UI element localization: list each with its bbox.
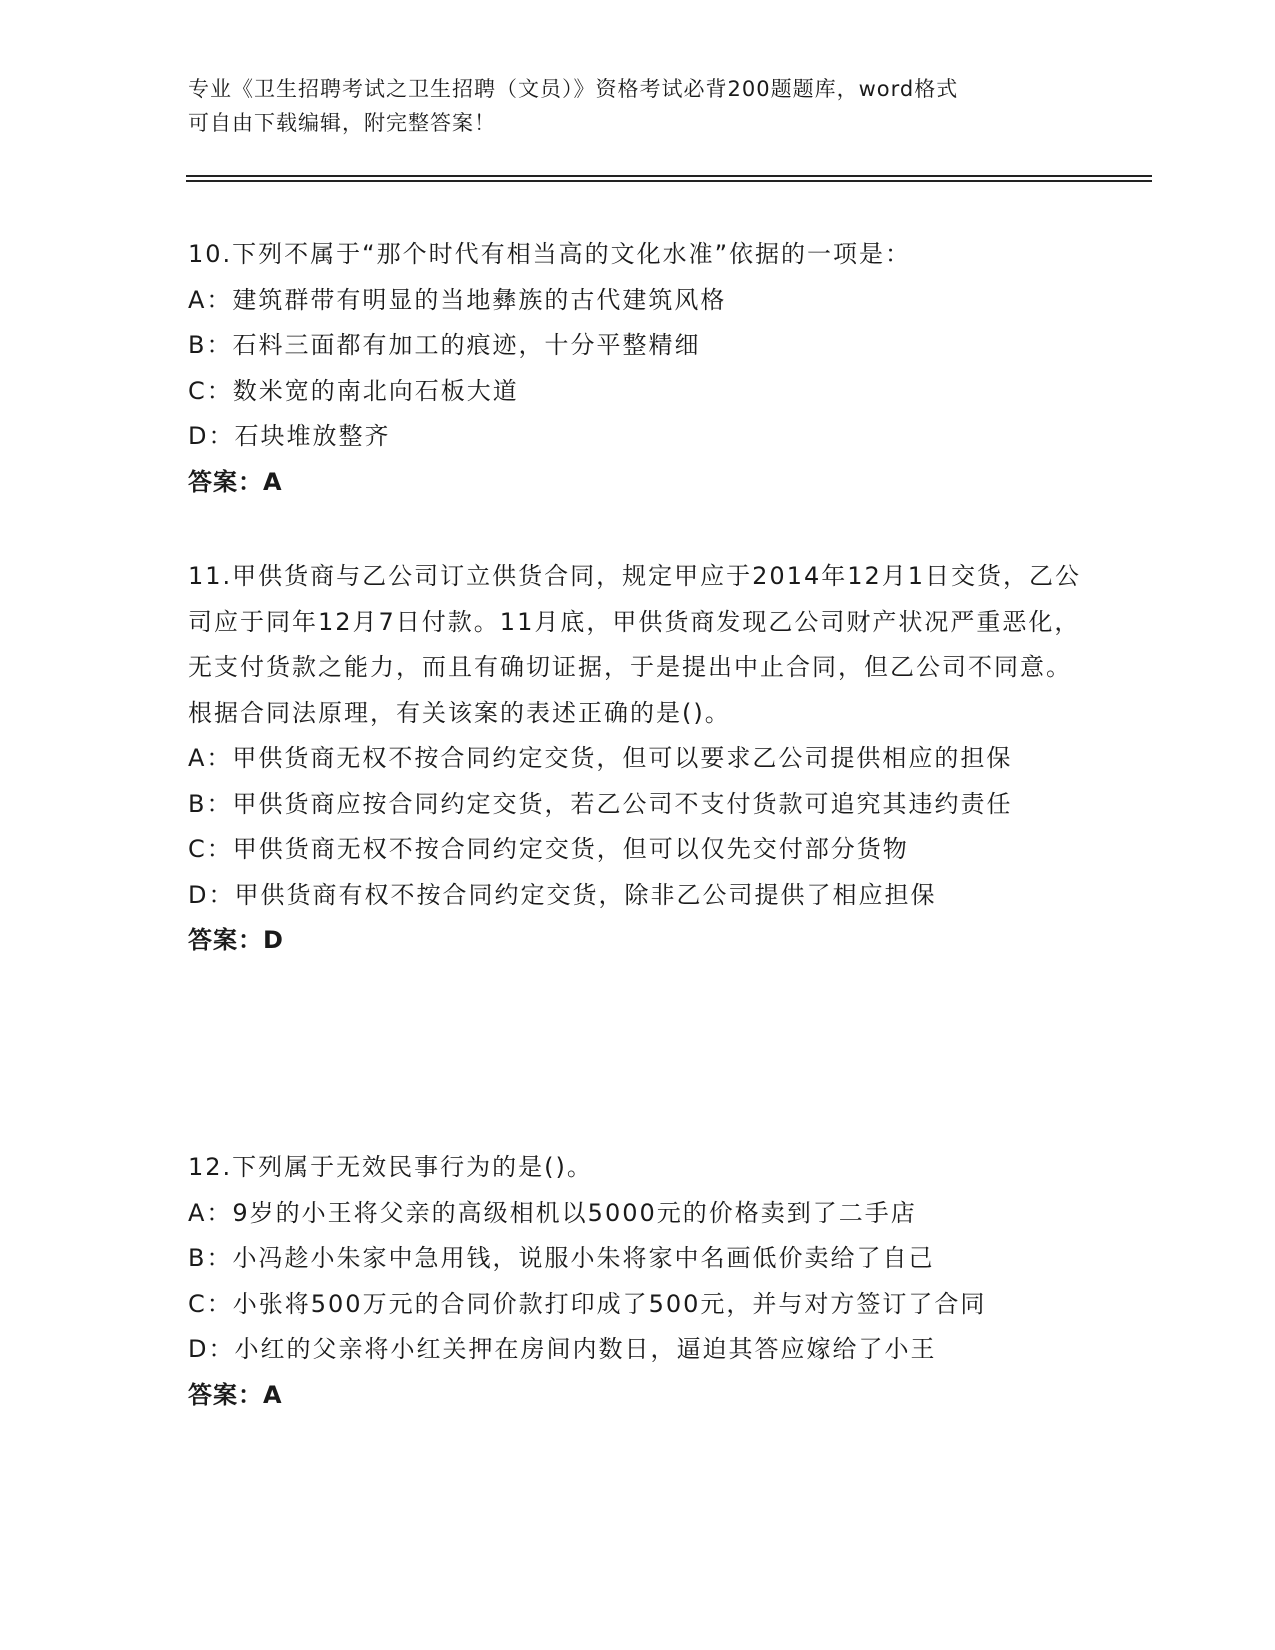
- option-a: A：甲供货商无权不按合同约定交货，但可以要求乙公司提供相应的担保: [188, 744, 1013, 772]
- question-10: [188, 232, 1088, 505]
- answer-label: 答案：A: [188, 1380, 283, 1409]
- option-c: C：小张将500万元的合同价款打印成了500元，并与对方签订了合同: [188, 1289, 987, 1318]
- option-d: D：小红的父亲将小红关押在房间内数日，逼迫其答应嫁给了小王: [188, 1335, 937, 1363]
- option-d: D：甲供货商有权不按合同约定交货，除非乙公司提供了相应担保: [188, 880, 937, 909]
- question-stem: 11.甲供货商与乙公司订立供货合同，规定甲应于2014年12月1日交货，乙公司应于同年12月7日付款。11月底，甲供货商发现乙公司财产状况严重恶化，无支付货款之能力，而且有确切证据，于是提出中止合同，但乙公司不同意。根据合同法原理，有关该案的表述正确的是()。: [188, 562, 1082, 727]
- option-b: B：石料三面都有加工的痕迹，十分平整精细: [188, 331, 701, 359]
- answer-label: 答案：D: [188, 926, 284, 954]
- answer-label: 答案：A: [188, 467, 283, 496]
- header-divider-top: [186, 175, 1152, 177]
- document-header: [188, 72, 1088, 140]
- header-line-2: 可自由下载编辑，附完整答案！: [188, 111, 496, 135]
- question-12: [188, 1145, 1088, 1418]
- question-stem: 10.下列不属于“那个时代有相当高的文化水准”依据的一项是：: [188, 240, 912, 268]
- option-b: B：甲供货商应按合同约定交货，若乙公司不支付货款可追究其违约责任: [188, 789, 1013, 818]
- option-a: A：9岁的小王将父亲的高级相机以5000元的价格卖到了二手店: [188, 1198, 917, 1227]
- option-c: C：甲供货商无权不按合同约定交货，但可以仅先交付部分货物: [188, 835, 909, 863]
- question-11: [188, 554, 1088, 964]
- option-a: A：建筑群带有明显的当地彝族的古代建筑风格: [188, 285, 727, 314]
- option-b: B：小冯趁小朱家中急用钱，说服小朱将家中名画低价卖给了自己: [188, 1244, 935, 1272]
- header-line-1: 专业《卫生招聘考试之卫生招聘（文员）》资格考试必背200题题库，word格式: [188, 77, 959, 101]
- option-d: D：石块堆放整齐: [188, 422, 391, 450]
- option-c: C：数米宽的南北向石板大道: [188, 376, 519, 405]
- question-stem: 12.下列属于无效民事行为的是()。: [188, 1153, 593, 1181]
- header-divider-bottom: [186, 180, 1152, 182]
